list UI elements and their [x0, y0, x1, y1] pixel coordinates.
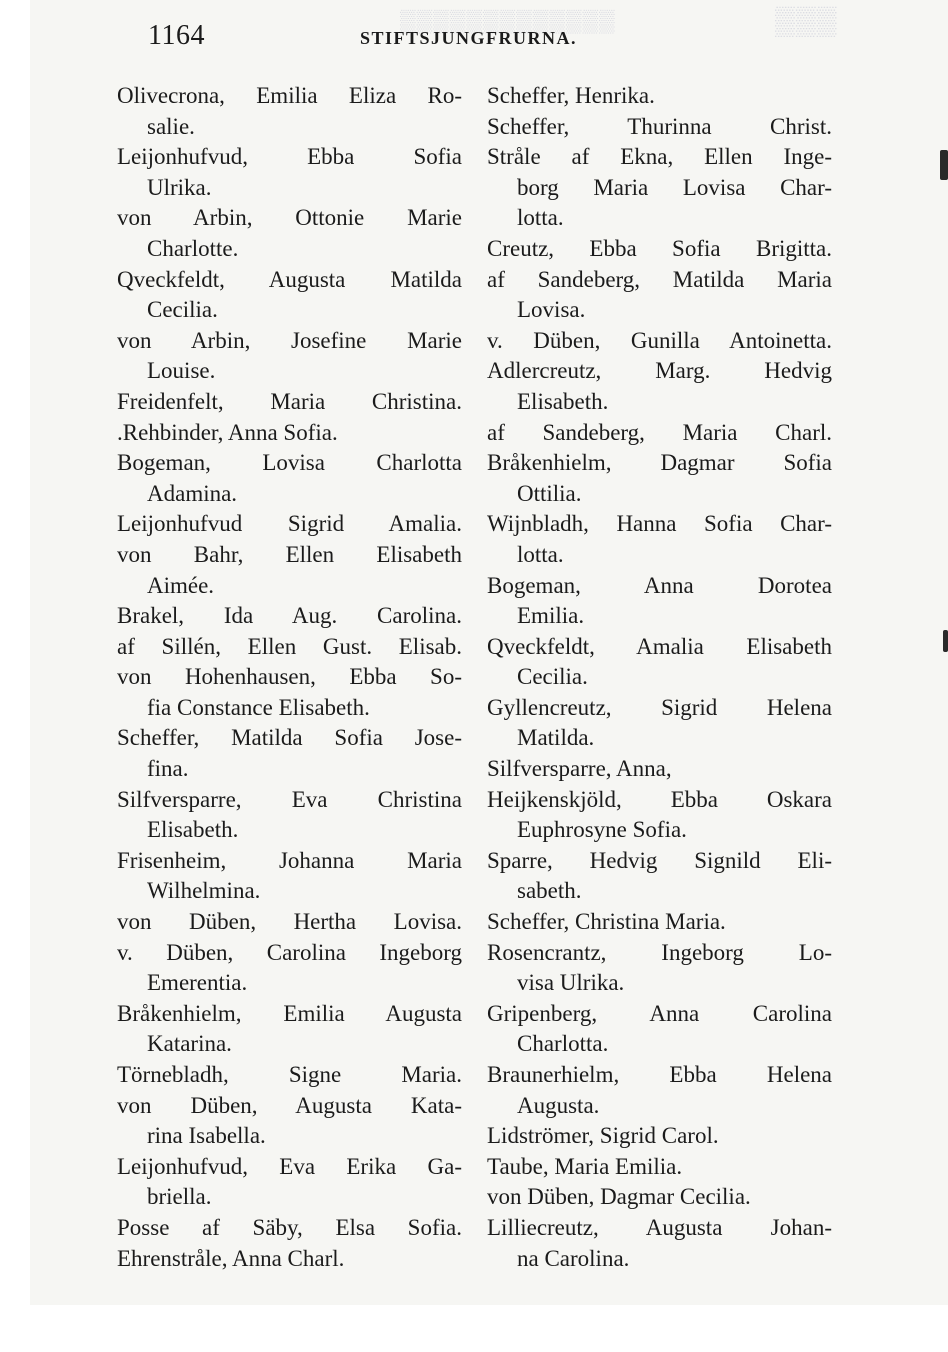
bleed-through-page-number: ▒▒▒ [775, 6, 838, 37]
entry-continuation-line: Lovisa. [517, 297, 586, 323]
entry-line: Leijonhufvud, Ebba Sofia [117, 144, 462, 170]
entry-line: v. Düben, Carolina Ingeborg [117, 939, 462, 965]
entry-continuation-line: borg Maria Lovisa Char- [517, 174, 832, 200]
entry-continuation-line: Louise. [147, 358, 216, 384]
entry-line: af Sandeberg, Matilda Maria [487, 266, 832, 292]
entry-continuation-line: Adamina. [147, 480, 238, 506]
entry-continuation-line: fia Constance Elisabeth. [147, 694, 370, 720]
entry-continuation-line: Ulrika. [147, 174, 212, 200]
entry-line: Qveckfeldt, Augusta Matilda [117, 266, 462, 292]
entry-continuation-line: Cecilia. [147, 297, 218, 323]
entry-continuation-line: Matilda. [517, 725, 595, 751]
entry-line: Freidenfelt, Maria Christina. [117, 388, 462, 414]
entry-line: Lidströmer, Sigrid Carol. [487, 1123, 719, 1149]
entry-line: Gripenberg, Anna Carolina [487, 1000, 832, 1026]
entry-line: Brakel, Ida Aug. Carolina. [117, 603, 462, 629]
entry-continuation-line: briella. [147, 1184, 212, 1210]
entry-line: Olivecrona, Emilia Eliza Ro- [117, 83, 462, 108]
entry-line: Rosencrantz, Ingeborg Lo- [487, 939, 832, 965]
book-page [30, 0, 948, 1305]
entry-line: Scheffer, Thurinna Christ. [487, 113, 832, 139]
entry-continuation-line: fina. [147, 756, 189, 782]
page-header [30, 20, 948, 60]
entry-line: Scheffer, Henrika. [487, 83, 655, 108]
margin-ink-mark [940, 150, 948, 180]
entry-line: Törnebladh, Signe Maria. [117, 1062, 462, 1087]
entry-line: af Sillén, Ellen Gust. Elisab. [117, 633, 462, 659]
entry-continuation-line: na Carolina. [517, 1245, 630, 1271]
entry-line: af Sandeberg, Maria Charl. [487, 419, 832, 445]
entry-line: Posse af Säby, Elsa Sofia. [117, 1214, 462, 1240]
bleed-through-header: ▒▒▒▒▒▒▒▒▒▒▒▒▒ [400, 8, 616, 33]
entry-line: Bogeman, Anna Dorotea [487, 572, 832, 598]
entry-continuation-line: rina Isabella. [147, 1123, 266, 1149]
entry-continuation-line: salie. [147, 113, 195, 139]
entry-line: von Bahr, Ellen Elisabeth [117, 541, 462, 567]
page-number: 1164 [148, 20, 205, 51]
entry-line: Wijnbladh, Hanna Sofia Char- [487, 511, 832, 537]
entry-continuation-line: visa Ulrika. [517, 970, 625, 996]
entry-line: Heijkenskjöld, Ebba Oskara [487, 786, 832, 812]
entry-line: Bogeman, Lovisa Charlotta [117, 450, 462, 476]
entry-continuation-line: sabeth. [517, 878, 582, 904]
entry-continuation-line: Cecilia. [517, 664, 588, 690]
entry-line: Leijonhufvud Sigrid Amalia. [117, 511, 462, 537]
entry-line: Lilliecreutz, Augusta Johan- [487, 1214, 832, 1240]
entry-line: Taube, Maria Emilia. [487, 1153, 683, 1179]
entry-line: von Arbin, Ottonie Marie [117, 205, 462, 231]
entry-continuation-line: Emilia. [517, 603, 585, 629]
entry-line: Sparre, Hedvig Signild Eli- [487, 847, 832, 873]
entry-line: Gyllencreutz, Sigrid Helena [487, 694, 832, 720]
entry-continuation-line: Charlotta. [517, 1031, 609, 1057]
entry-line: Adlercreutz, Marg. Hedvig [487, 358, 832, 384]
entry-continuation-line: Wilhelmina. [147, 878, 261, 904]
entry-line: Creutz, Ebba Sofia Brigitta. [487, 235, 832, 261]
entry-line: Bråkenhielm, Dagmar Sofia [487, 450, 832, 476]
right-column [487, 81, 832, 1274]
entry-continuation-line: Katarina. [147, 1031, 232, 1057]
entry-line: Qveckfeldt, Amalia Elisabeth [487, 633, 832, 659]
entry-continuation-line: Aimée. [147, 572, 215, 598]
entry-line: Silfversparre, Eva Christina [117, 786, 462, 812]
entry-line: von Düben, Hertha Lovisa. [117, 909, 462, 935]
entry-continuation-line: Euphrosyne Sofia. [517, 817, 687, 843]
entry-continuation-line: Emerentia. [147, 970, 248, 996]
entry-line: Ehrenstråle, Anna Charl. [117, 1245, 345, 1271]
entry-line: .Rehbinder, Anna Sofia. [117, 419, 338, 445]
entry-continuation-line: Elisabeth. [517, 388, 609, 414]
entry-continuation-line: Augusta. [517, 1092, 600, 1118]
entry-line: v. Düben, Gunilla Antoinetta. [487, 327, 832, 353]
entry-line: Bråkenhielm, Emilia Augusta [117, 1000, 462, 1026]
entry-line: von Düben, Augusta Kata- [117, 1092, 462, 1118]
entry-continuation-line: Charlotte. [147, 235, 239, 261]
entry-continuation-line: Elisabeth. [147, 817, 239, 843]
left-column [117, 81, 462, 1274]
entry-line: Stråle af Ekna, Ellen Inge- [487, 144, 832, 170]
entry-continuation-line: lotta. [517, 205, 564, 231]
entry-line: Silfversparre, Anna, [487, 756, 672, 782]
entry-line: Scheffer, Christina Maria. [487, 909, 726, 935]
entry-line: Braunerhielm, Ebba Helena [487, 1062, 832, 1087]
entry-continuation-line: Ottilia. [517, 480, 582, 506]
entry-line: von Arbin, Josefine Marie [117, 327, 462, 353]
running-title: STIFTSJUNGFRURNA. [360, 28, 578, 48]
entry-line: von Hohenhausen, Ebba So- [117, 664, 462, 690]
entry-line: Scheffer, Matilda Sofia Jose- [117, 725, 462, 751]
margin-ink-mark [943, 630, 948, 652]
entry-continuation-line: lotta. [517, 541, 564, 567]
entry-line: Frisenheim, Johanna Maria [117, 847, 462, 873]
entry-line: Leijonhufvud, Eva Erika Ga- [117, 1153, 462, 1179]
entry-line: von Düben, Dagmar Cecilia. [487, 1184, 751, 1210]
